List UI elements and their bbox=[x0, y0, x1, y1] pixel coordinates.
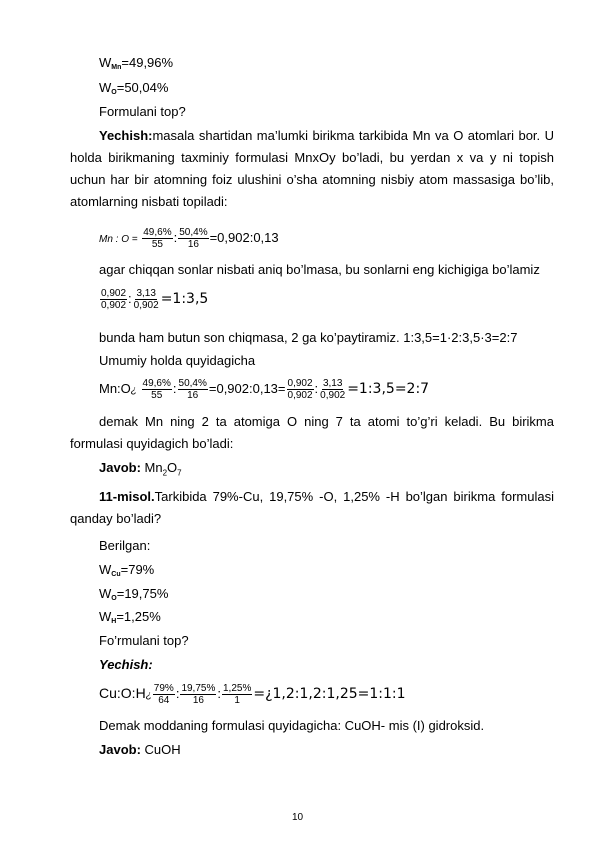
eq-rhs: =1:3,5=2:7 bbox=[347, 381, 430, 397]
numerator: 49,6% bbox=[143, 227, 172, 239]
w-value: =50,04% bbox=[116, 80, 169, 95]
numerator: 79% bbox=[153, 683, 174, 695]
answer-label: Javob: bbox=[99, 460, 141, 475]
denominator: 1 bbox=[234, 695, 240, 707]
denominator: 0,902 bbox=[287, 390, 313, 402]
fraction bbox=[153, 683, 175, 706]
equation-3 bbox=[99, 375, 429, 405]
numerator: 0,902 bbox=[101, 288, 127, 300]
denominator: 55 bbox=[151, 390, 163, 402]
w-symbol: W bbox=[99, 80, 112, 95]
w-subscript: O bbox=[111, 89, 117, 96]
example-paragraph bbox=[70, 486, 554, 530]
given-line: Berilgan: bbox=[99, 538, 151, 553]
eq-mark: ¿ bbox=[130, 385, 137, 396]
eq-lhs: Mn : O = bbox=[99, 234, 138, 245]
equation-2 bbox=[99, 285, 208, 313]
answer-formula-part: O bbox=[167, 460, 178, 475]
separator: : bbox=[128, 291, 132, 306]
instruction-line: agar chiqqan sonlar nisbati aniq bo’lmasa, bu sonlarni eng kichigiga bo’lamiz bbox=[99, 262, 540, 277]
fraction bbox=[178, 378, 208, 401]
mass-fraction-h bbox=[99, 609, 161, 630]
fraction bbox=[100, 288, 127, 311]
eq-lhs: Cu:O:H bbox=[99, 685, 146, 701]
fraction bbox=[319, 378, 346, 401]
formula-line: Demak moddaning formulasi quyidagicha: CuOH- mis (I) gidroksid. bbox=[99, 718, 485, 733]
numerator: 0,902 bbox=[287, 378, 313, 390]
mass-fraction-mn bbox=[99, 55, 173, 76]
separator: : bbox=[173, 230, 178, 245]
example-label: 11-misol. bbox=[99, 489, 155, 504]
denominator: 0,902 bbox=[101, 300, 127, 312]
w-value: =19,75% bbox=[116, 586, 169, 601]
question-line-2: Fo’rmulani top? bbox=[99, 633, 189, 648]
separator: : bbox=[217, 686, 221, 701]
w-value: =1,25% bbox=[116, 609, 161, 624]
eq-lhs: Mn:O bbox=[99, 381, 131, 396]
answer-formula-part: Mn bbox=[144, 460, 163, 475]
solution-paragraph bbox=[70, 125, 554, 213]
denominator: 0,902 bbox=[133, 300, 159, 312]
numerator: 19,75% bbox=[181, 683, 216, 695]
mass-fraction-o bbox=[99, 80, 168, 101]
fraction bbox=[133, 288, 160, 311]
answer-formula: CuOH bbox=[144, 742, 181, 757]
question-line: Formulani top? bbox=[99, 104, 186, 119]
fraction bbox=[178, 227, 208, 250]
solution-label-2: Yechish: bbox=[99, 657, 153, 672]
w-subscript: Cu bbox=[111, 571, 121, 578]
conclusion-paragraph: demak Mn ning 2 ta atomiga O ning 7 ta atomi to’g’ri keladi. Bu birikma formulasi quyidagich bo’ladi: bbox=[70, 414, 554, 451]
denominator: 64 bbox=[158, 695, 170, 707]
w-value: =49,96% bbox=[121, 55, 174, 70]
eq-mid: =0,902:0,13= bbox=[208, 381, 286, 396]
fraction bbox=[222, 683, 252, 706]
answer-label: Javob: bbox=[99, 742, 141, 757]
w-symbol: W bbox=[99, 562, 112, 577]
example-text: Tarkibida 79%-Cu, 19,75% -O, 1,25% -H bo’lgan birikma formulasi qanday bo’ladi? bbox=[70, 489, 554, 526]
w-symbol: W bbox=[99, 55, 112, 70]
w-value: =79% bbox=[120, 562, 155, 577]
numerator: 50,4% bbox=[178, 378, 207, 390]
denominator: 0,902 bbox=[320, 390, 346, 402]
fraction bbox=[287, 378, 314, 401]
denominator: 55 bbox=[151, 239, 163, 251]
equation-1 bbox=[99, 226, 279, 252]
eq-mark: ¿ bbox=[145, 690, 152, 701]
eq-rhs: =0,902:0,13 bbox=[209, 230, 279, 245]
numerator: 50,4% bbox=[179, 227, 208, 239]
numerator: 3,13 bbox=[136, 288, 156, 300]
denominator: 16 bbox=[187, 239, 199, 251]
answer-subscript: 2 bbox=[162, 468, 168, 478]
answer-subscript: 7 bbox=[177, 468, 182, 478]
general-line: Umumiy holda quyidagicha bbox=[99, 353, 256, 368]
fraction bbox=[142, 378, 172, 401]
doubling-line: bunda ham butun son chiqmasa, 2 ga ko’paytiramiz. 1:3,5=1·2:3,5·3=2:7 bbox=[99, 330, 518, 345]
separator: : bbox=[314, 381, 319, 396]
eq-rhs: =¿1,2:1,2:1,25=1:1:1 bbox=[253, 686, 406, 702]
w-symbol: W bbox=[99, 586, 112, 601]
denominator: 16 bbox=[192, 695, 204, 707]
eq-rhs: =1:3,5 bbox=[160, 291, 209, 307]
numerator: 1,25% bbox=[222, 683, 252, 695]
solution-label: Yechish: bbox=[99, 128, 153, 143]
numerator: 49,6% bbox=[142, 378, 171, 390]
answer-1 bbox=[99, 460, 182, 482]
w-subscript: O bbox=[111, 595, 117, 602]
w-subscript: Mn bbox=[111, 64, 122, 71]
fraction bbox=[142, 227, 172, 250]
equation-4 bbox=[99, 678, 406, 711]
numerator: 3,13 bbox=[322, 378, 343, 390]
mass-fraction-cu bbox=[99, 562, 154, 583]
page-number: 10 bbox=[291, 812, 304, 823]
answer-2 bbox=[99, 742, 181, 758]
separator: : bbox=[175, 686, 180, 701]
denominator: 16 bbox=[187, 390, 199, 402]
solution-text: masala shartidan ma’lumki birikma tarkibida Mn va O atomlari bor. U holda birikmaning taxminiy formulasi MnxOy bo’ladi, bu yerdan x va y ni topish uchun har bir atomning foiz ulushini o’sha atomning nisbiy atom massasiga bo’lib, atomlarning nisbati topiladi: bbox=[70, 128, 554, 209]
w-symbol: W bbox=[99, 609, 112, 624]
fraction bbox=[180, 683, 216, 706]
separator: : bbox=[172, 381, 177, 396]
mass-fraction-o-2 bbox=[99, 586, 168, 607]
w-subscript: H bbox=[111, 618, 117, 625]
